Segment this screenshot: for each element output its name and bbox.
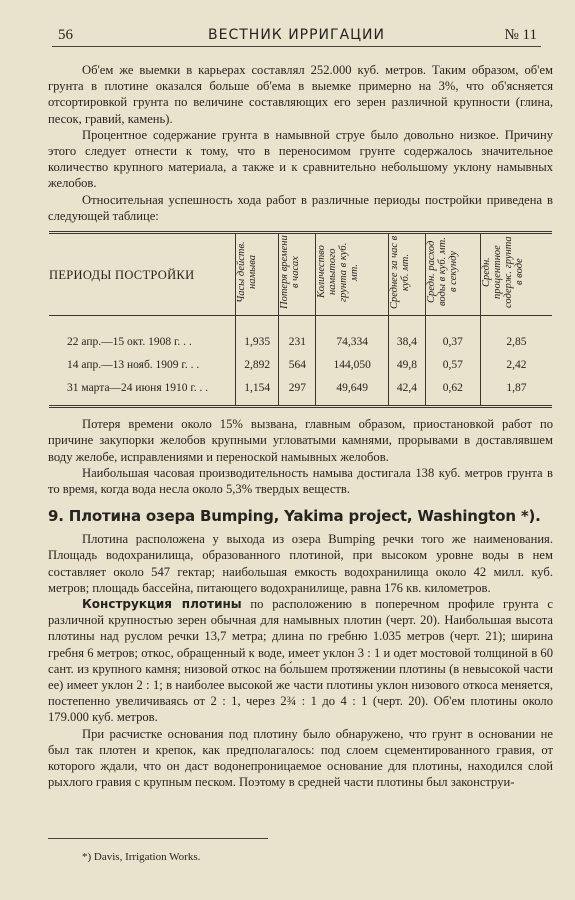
table-cell: 564 <box>279 353 316 376</box>
paragraph: Потеря времени около 15% вызвана, главным образом, приостановкой работ по причине закупорки желобов крупными угловатыми камнями, прорывами в доставлявшем воду желобе, исправлениями и переноской намывных желобов. <box>48 417 553 464</box>
article-body <box>48 62 553 791</box>
table-cell: 31 марта—24 июня 1910 г. . . <box>67 381 209 394</box>
table-cell: 1,87 <box>480 376 552 407</box>
table-cell: 49,649 <box>316 376 389 407</box>
table-cell: 0,57 <box>425 353 480 376</box>
table-header-row <box>49 233 552 316</box>
column-header <box>480 233 552 316</box>
column-header-label: Среднее за час в куб. мт. <box>388 235 411 309</box>
column-header-label: Часы действ. намыва <box>236 241 258 303</box>
page-header <box>52 24 541 47</box>
bold-lead: Конструкция плотины <box>82 597 242 612</box>
table-cell: 42,4 <box>388 376 425 407</box>
column-header <box>236 233 279 316</box>
table-cell: 2,85 <box>480 316 552 354</box>
table-row <box>49 353 552 376</box>
table-cell: 49,8 <box>388 353 425 376</box>
table-cell: 38,4 <box>388 316 425 354</box>
table-cell: 2,892 <box>236 353 279 376</box>
table-cell: 0,37 <box>425 316 480 354</box>
paragraph: Наибольшая часовая производительность намыва достигала 138 куб. метров грунта в то время, когда вода несла около 5,3% твердых веществ. <box>48 465 553 497</box>
column-header <box>388 233 425 316</box>
table-cell: 74,334 <box>316 316 389 354</box>
journal-title: ВЕСТНИК ИРРИГАЦИИ <box>208 27 385 43</box>
paragraph: Относительная успешность хода работ в различные периоды постройки приведена в следующей таблице: <box>48 192 553 223</box>
table-cell: 1,935 <box>236 316 279 354</box>
table-row <box>49 316 552 354</box>
column-header <box>279 233 316 316</box>
column-header-periods: ПЕРИОДЫ ПОСТРОЙКИ <box>49 233 236 316</box>
table-cell: 0,62 <box>425 376 480 407</box>
table-cell: 22 апр.—15 окт. 1908 г. . . <box>67 335 192 348</box>
table-row <box>49 376 552 407</box>
paragraph: Об'ем же выемки в карьерах составлял 252.000 куб. метров. Таким образом, об'ем грунта в плотине оказался больше об'ема в выемке примерно на 3%, что об'ясняется отсортировкой грунта по величине составляющих его зерен различной крупности (глина, песок, гравий, камень). <box>48 63 553 126</box>
paragraph: Процентное содержание грунта в намывной струе было довольно низкое. Причину этого следует отнести к тому, что в переносимом грунте содержалось значительное количество крупного материала, а также и к сравнительно небольшому уклону намывных желобов. <box>48 127 553 191</box>
section-heading: 9. Плотина озера Bumping, Yakima project, Washington *). <box>48 507 541 526</box>
table-cell: 1,154 <box>236 376 279 407</box>
paragraph: При расчистке основания под плотину было обнаружено, что грунт в основании не был так плотен и крепок, как предполагалось: под слоем сцементированного гравия, от которого ждали, что он даст водонепроницаемое основание для плотины, находился слой рыхлого гравия с крупным песком. Поэтому в средней части плотины был законструи- <box>48 726 553 790</box>
column-header <box>425 233 480 316</box>
footnote: *) Davis, Irrigation Works. <box>48 838 268 863</box>
paragraph: Плотина расположена у выхода из озера Bumping речки того же наименования. Площадь водохранилища, образованного плотиной, при высоком уровне воды в нем составляет около 547 гектар; наибольшая емкость водохранилища около 42 милл. куб. метров; площадь бассейна, питающего водохранилище, равна 176 кв. километров. <box>48 532 553 595</box>
table-cell: 2,42 <box>480 353 552 376</box>
column-header <box>316 233 389 316</box>
paragraph-construction <box>48 596 553 726</box>
column-header-label: Количество намытого грунта в куб. мт. <box>316 242 361 302</box>
column-header-label: Потеря времени в часах <box>279 235 302 309</box>
table-cell: 297 <box>279 376 316 407</box>
table-cell: 14 апр.—13 нояб. 1909 г. . . <box>67 358 200 371</box>
table-cell: 144,050 <box>316 353 389 376</box>
table-cell: 231 <box>279 316 316 354</box>
column-header-label: Средн. расход воды в куб. мт. в секунду <box>425 237 459 307</box>
column-header-label: Средн. процентное содерж. грунта в воде <box>480 236 525 308</box>
issue-number: № 11 <box>504 27 537 43</box>
paragraph-text: по расположению в поперечном профиле грунта с различной крупностью зерен обычная для намывных плотин (черт. 20). Наибольшая высота плотины над руслом речки 13,7 метра; длина по гребню 1.035 метров (черт. 21); ширина гребня 6 метров; откос, обращенный к воде, имеет уклон 3 : 1 и одет мостовой толщиной в 60 сант. из крупного камня; низовой откос на бо́льшем протяжении плотины (в невысокой части ее) имеет уклон 2 : 1; в наиболее высокой же части плотины уклон низового откоса меняется, постепенно увеличиваясь от 2 : 1, через 2¾ : 1 до 4 : 1 (черт. 20). Об'ем плотины около 179.000 куб. метров. <box>48 597 554 725</box>
construction-periods-table <box>49 231 552 408</box>
page-number: 56 <box>58 27 73 43</box>
